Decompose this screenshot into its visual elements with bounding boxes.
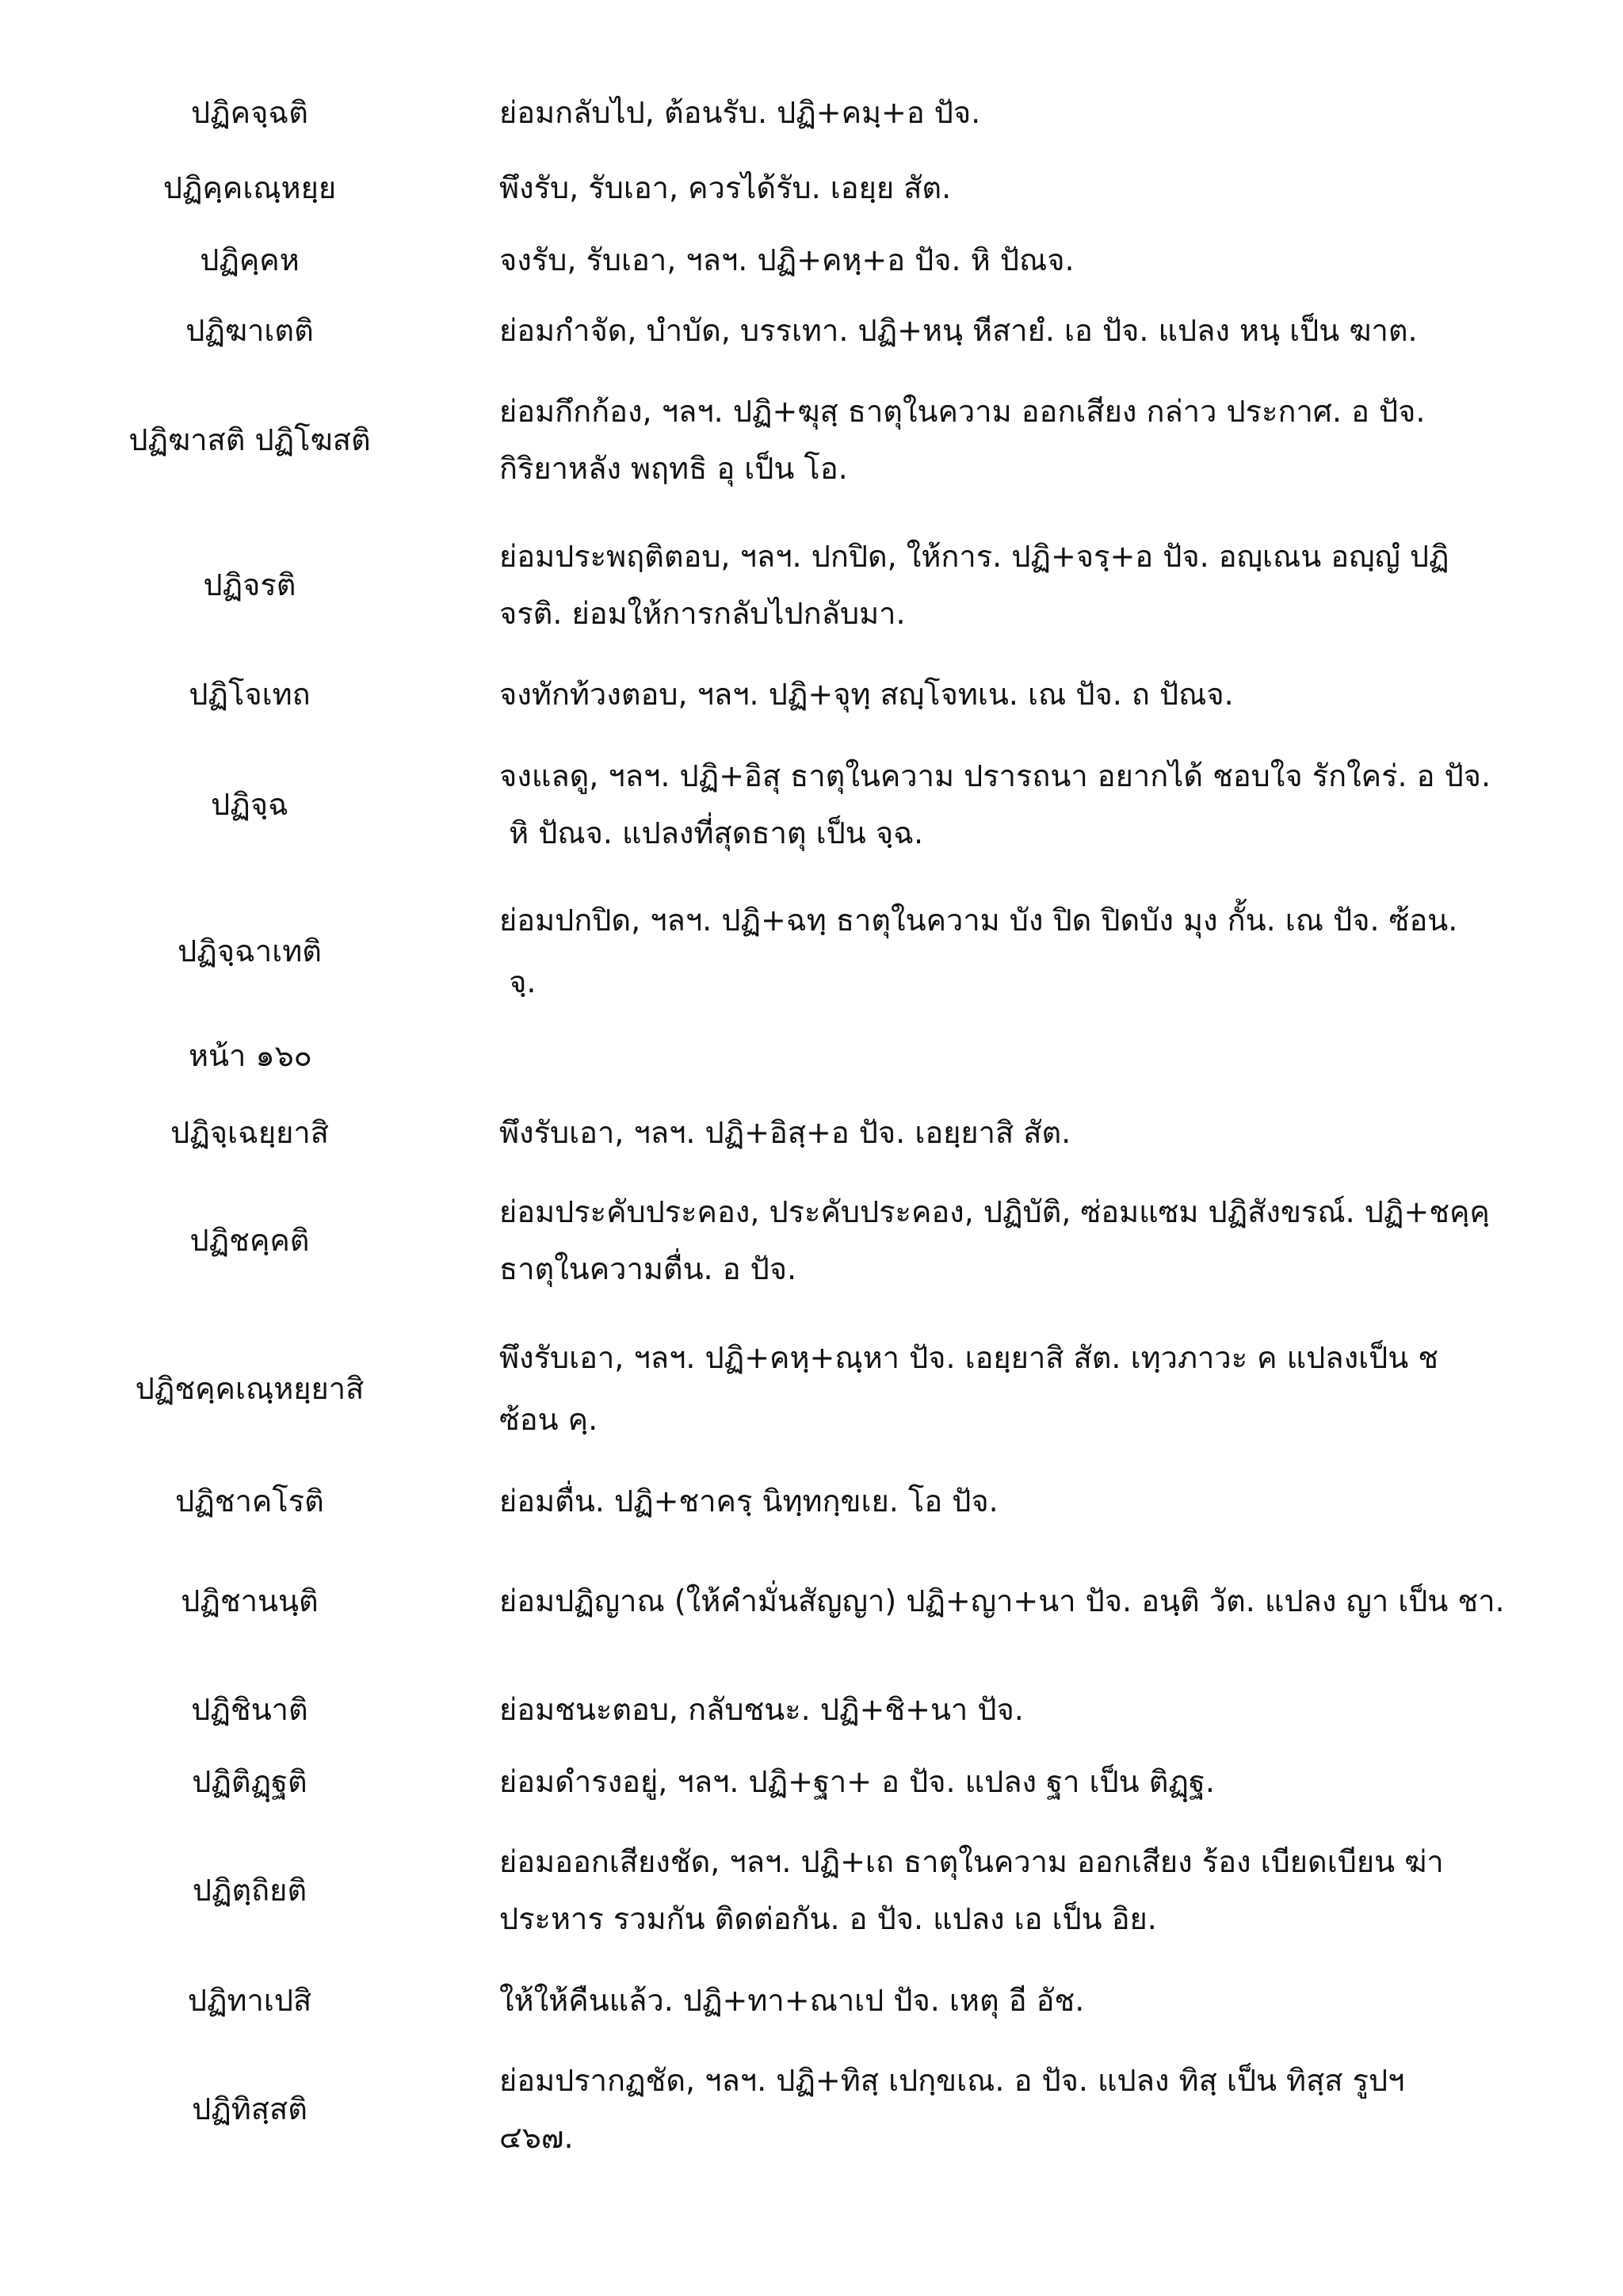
entry-definition bbox=[499, 745, 1597, 864]
entry-row bbox=[0, 164, 1623, 212]
entry-term: ปฏิจฺเฉยฺยาสิ bbox=[170, 1115, 329, 1150]
entry-term: ปฏิคจฺฉติ bbox=[191, 95, 308, 130]
entry-row bbox=[0, 307, 1623, 354]
definition-line: ย่อมกลับไป, ต้อนรับ. ปฏิ+คมฺ+อ ปัจ. bbox=[499, 95, 981, 130]
definition-line: จงแลดู, ฯลฯ. ปฏิ+อิสุ ธาตุในความ ปรารถนา อยากได้ ชอบใจ รักใคร่. อ ปัจ. bbox=[499, 758, 1491, 793]
entry-definition bbox=[499, 888, 1597, 1014]
entry-row bbox=[0, 1181, 1623, 1300]
entry-term: ปฏิโจเทถ bbox=[189, 677, 311, 712]
entry-row bbox=[0, 236, 1623, 284]
entry-term: ปฏิจฺฉ bbox=[211, 787, 288, 822]
entry-row bbox=[0, 1977, 1623, 2024]
entry-row bbox=[0, 1686, 1623, 1733]
entry-term: ปฏิชคฺคติ bbox=[189, 1223, 310, 1258]
definition-line: พึงรับ, รับเอา, ควรได้รับ. เอยฺย สัต. bbox=[499, 170, 952, 205]
entry-term: ปฏิทาเปสิ bbox=[187, 1983, 312, 2018]
definition-line: จรติ. ย่อมให้การกลับไปกลับมา. bbox=[499, 596, 906, 631]
definition-line: ย่อมชนะตอบ, กลับชนะ. ปฏิ+ชิ+นา ปัจ. bbox=[499, 1692, 1024, 1727]
definition-line: ย่อมประพฤติตอบ, ฯลฯ. ปกปิด, ให้การ. ปฏิ+จรฺ+อ ปัจ. อญฺเณน อญฺญํ ปฏิ bbox=[499, 539, 1449, 574]
entry-definition bbox=[499, 236, 1597, 284]
entry-term: ปฏิคฺคเณฺหยฺย bbox=[162, 170, 337, 205]
entry-definition bbox=[499, 307, 1597, 354]
entry-definition bbox=[499, 1109, 1597, 1156]
definition-line: กิริยาหลัง พฤทธิ อุ เป็น โอ. bbox=[499, 451, 848, 486]
entry-definition bbox=[499, 1325, 1597, 1452]
entry-row bbox=[0, 525, 1623, 644]
definition-line: ย่อมกึกก้อง, ฯลฯ. ปฏิ+ฆุสฺ ธาตุในความ ออกเสียง กล่าว ประกาศ. อ ปัจ. bbox=[499, 394, 1426, 429]
definition-line: ย่อมดำรงอยู่, ฯลฯ. ปฏิ+ฐา+ อ ปัจ. แปลง ฐา เป็น ติฏฺฐ. bbox=[499, 1764, 1215, 1799]
entry-term: ปฏิจรติ bbox=[203, 567, 296, 602]
definition-line: ย่อมปรากฏชัด, ฯลฯ. ปฏิ+ทิสฺ เปกฺขเณ. อ ปัจ. แปลง ทิสฺ เป็น ทิสฺส รูปฯ bbox=[499, 2063, 1405, 2098]
definition-line: ธาตุในความตื่น. อ ปัจ. bbox=[499, 1251, 797, 1286]
definition-line: จงรับ, รับเอา, ฯลฯ. ปฏิ+คหฺ+อ ปัจ. หิ ปัณจ. bbox=[499, 243, 1075, 277]
entry-term: ปฏิติฏฺฐติ bbox=[192, 1764, 307, 1799]
entry-term: ปฏิจฺฉาเทติ bbox=[178, 934, 322, 968]
definition-line: พึงรับเอา, ฯลฯ. ปฏิ+อิสฺ+อ ปัจ. เอยฺยาสิ สัต. bbox=[499, 1115, 1071, 1150]
entry-term: ปฏิฆาสติ ปฏิโฆสติ bbox=[128, 422, 371, 457]
entry-row bbox=[0, 89, 1623, 136]
definition-line: ประหาร รวมกัน ติดต่อกัน. อ ปัจ. แปลง เอ เป็น อิย. bbox=[499, 1901, 1157, 1936]
entry-definition bbox=[499, 1577, 1597, 1625]
entry-term: ปฏิคฺคห bbox=[200, 243, 300, 277]
entry-term: ปฏิฆาเตติ bbox=[185, 313, 314, 348]
entry-row bbox=[0, 1109, 1623, 1156]
entry-row bbox=[0, 670, 1623, 718]
definition-line: ให้ให้คืนแล้ว. ปฏิ+ทา+ณาเป ปัจ. เหตุ อี อัช. bbox=[499, 1983, 1085, 2018]
definition-line: ย่อมตื่น. ปฏิ+ชาครฺ นิทฺทกฺขเย. โอ ปัจ. bbox=[499, 1484, 999, 1519]
entry-definition bbox=[499, 1477, 1597, 1525]
entry-definition bbox=[499, 1831, 1597, 1950]
entry-definition bbox=[499, 89, 1597, 136]
page-number-marker: หน้า ๑๖๐ bbox=[189, 1038, 312, 1073]
entry-row bbox=[0, 380, 1623, 499]
entry-row bbox=[0, 1831, 1623, 1950]
definition-line: จงทักท้วงตอบ, ฯลฯ. ปฏิ+จุทฺ สญฺโจทเน. เณ ปัจ. ถ ปัณจ. bbox=[499, 677, 1234, 712]
entry-definition bbox=[499, 164, 1597, 212]
definition-line: ย่อมปกปิด, ฯลฯ. ปฏิ+ฉทฺ ธาตุในความ บัง ปิด ปิดบัง มุง กั้น. เณ ปัจ. ซ้อน. bbox=[499, 903, 1458, 938]
entry-definition bbox=[499, 525, 1597, 644]
entry-term: ปฏิชินาติ bbox=[191, 1692, 308, 1727]
definition-line: ย่อมปฏิญาณ (ให้คำมั่นสัญญา) ปฏิ+ญา+นา ปัจ. อนฺติ วัต. แปลง ญา เป็น ชา. bbox=[499, 1584, 1505, 1618]
definition-line: ซ้อน คฺ. bbox=[499, 1402, 598, 1437]
definition-line: จฺ. bbox=[499, 965, 537, 999]
entry-term: ปฏิตฺถิยติ bbox=[192, 1873, 307, 1908]
entry-definition bbox=[499, 1686, 1597, 1733]
entry-row bbox=[0, 2050, 1623, 2168]
entry-definition bbox=[499, 1977, 1597, 2024]
entry-definition bbox=[499, 380, 1597, 499]
entry-definition bbox=[499, 2050, 1597, 2168]
entry-row bbox=[0, 888, 1623, 1014]
entry-row bbox=[0, 1325, 1623, 1452]
entry-term: ปฏิชานนฺติ bbox=[181, 1584, 319, 1618]
entry-definition bbox=[499, 1758, 1597, 1805]
entry-row bbox=[0, 1477, 1623, 1525]
entry-row bbox=[0, 745, 1623, 864]
definition-line: หิ ปัณจ. แปลงที่สุดธาตุ เป็น จฺฉ. bbox=[499, 816, 924, 850]
definition-line: พึงรับเอา, ฯลฯ. ปฏิ+คหฺ+ณฺหา ปัจ. เอยฺยาสิ สัต. เทฺวภาวะ ค แปลงเป็น ช bbox=[499, 1340, 1439, 1375]
definition-line: ย่อมกำจัด, บำบัด, บรรเทา. ปฏิ+หนฺ หีสายํ. เอ ปัจ. แปลง หนฺ เป็น ฆาต. bbox=[499, 313, 1418, 348]
definition-line: ย่อมออกเสียงชัด, ฯลฯ. ปฏิ+เถ ธาตุในความ ออกเสียง ร้อง เบียดเบียน ฆ่า bbox=[499, 1844, 1444, 1879]
entry-row bbox=[0, 1758, 1623, 1805]
entry-term: ปฏิทิสฺสติ bbox=[192, 2092, 307, 2126]
entry-term: ปฏิชคฺคเณฺหยฺยาสิ bbox=[135, 1371, 365, 1406]
entry-term: ปฏิชาคโรติ bbox=[175, 1484, 324, 1519]
definition-line: ๔๖๗. bbox=[499, 2120, 574, 2155]
definition-line: ย่อมประคับประคอง, ประคับประคอง, ปฏิบัติ, ซ่อมแซม ปฏิสังขรณ์. ปฏิ+ชคฺคฺ bbox=[499, 1194, 1490, 1229]
entry-definition bbox=[499, 1181, 1597, 1300]
entry-row bbox=[0, 1577, 1623, 1625]
entry-definition bbox=[499, 670, 1597, 718]
